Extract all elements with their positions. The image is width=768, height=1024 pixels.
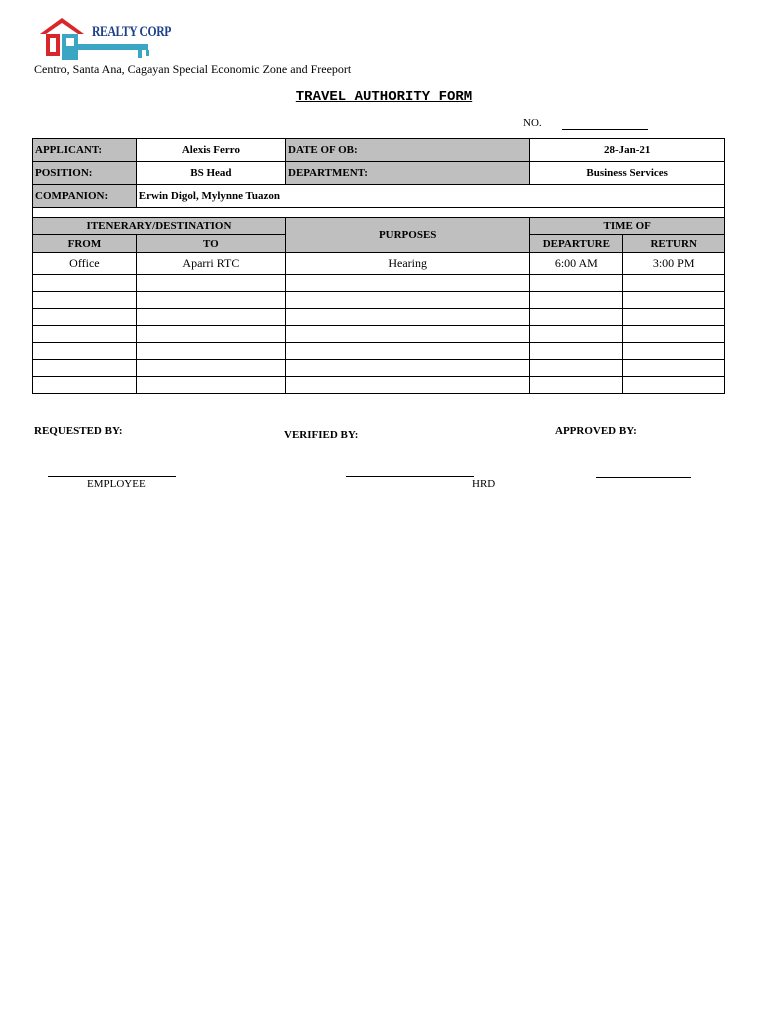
return-cell[interactable] [623,292,725,309]
applicant-row [33,139,725,162]
approver-signature-line[interactable] [596,477,691,478]
position-row [33,162,725,185]
return-cell[interactable]: 3:00 PM [623,253,725,275]
verified-by-label: VERIFIED BY: [284,429,359,441]
departure-cell[interactable]: 6:00 AM [530,253,623,275]
from-cell[interactable] [33,326,137,343]
departure-cell[interactable] [530,292,623,309]
employee-signature-line[interactable] [48,476,176,477]
to-cell[interactable]: Aparri RTC [136,253,285,275]
return-cell[interactable] [623,360,725,377]
return-header: RETURN [623,235,725,253]
departure-cell[interactable] [530,275,623,292]
purpose-cell[interactable]: Hearing [286,253,530,275]
purposes-header: PURPOSES [286,218,530,253]
from-cell[interactable] [33,275,137,292]
from-cell[interactable] [33,292,137,309]
hrd-signature-line[interactable] [346,476,474,477]
employee-label: EMPLOYEE [87,478,146,490]
company-address: Centro, Santa Ana, Cagayan Special Economic Zone and Freeport [34,62,352,76]
travel-form-table [32,138,725,394]
form-number-field[interactable] [562,129,648,130]
form-title: TRAVEL AUTHORITY FORM [295,89,473,105]
table-row [33,275,725,292]
to-cell[interactable] [136,326,285,343]
department-label: DEPARTMENT: [286,162,530,185]
to-cell[interactable] [136,360,285,377]
from-cell[interactable] [33,360,137,377]
itinerary-header-row [33,218,725,235]
table-row [33,343,725,360]
to-cell[interactable] [136,377,285,394]
purpose-cell[interactable] [286,377,530,394]
table-row [33,292,725,309]
position-value[interactable]: BS Head [136,162,285,185]
position-label: POSITION: [33,162,137,185]
departure-cell[interactable] [530,360,623,377]
purpose-cell[interactable] [286,326,530,343]
from-cell[interactable] [33,309,137,326]
to-cell[interactable] [136,292,285,309]
table-row [33,360,725,377]
departure-cell[interactable] [530,343,623,360]
table-row [33,326,725,343]
table-row [33,309,725,326]
return-cell[interactable] [623,326,725,343]
companion-label: COMPANION: [33,185,137,208]
from-cell[interactable] [33,343,137,360]
hrd-label: HRD [472,478,496,490]
departure-header: DEPARTURE [530,235,623,253]
date-of-ob-label: DATE OF OB: [286,139,530,162]
table-row [33,253,725,275]
to-cell[interactable] [136,275,285,292]
to-cell[interactable] [136,309,285,326]
purpose-cell[interactable] [286,292,530,309]
from-header: FROM [33,235,137,253]
time-of-header: TIME OF [530,218,725,235]
from-cell[interactable]: Office [33,253,137,275]
to-header: TO [136,235,285,253]
companion-row [33,185,725,208]
purpose-cell[interactable] [286,360,530,377]
applicant-value[interactable]: Alexis Ferro [136,139,285,162]
table-row [33,377,725,394]
return-cell[interactable] [623,377,725,394]
from-cell[interactable] [33,377,137,394]
form-number-label: NO. [523,117,542,129]
requested-by-label: REQUESTED BY: [34,425,123,437]
company-name: REALTY CORP [92,24,172,40]
departure-cell[interactable] [530,309,623,326]
purpose-cell[interactable] [286,309,530,326]
itinerary-header: ITENERARY/DESTINATION [33,218,286,235]
return-cell[interactable] [623,309,725,326]
return-cell[interactable] [623,275,725,292]
companion-value[interactable]: Erwin Digol, Mylynne Tuazon [136,185,724,208]
approved-by-label: APPROVED BY: [555,425,637,437]
date-of-ob-value[interactable]: 28-Jan-21 [530,139,725,162]
department-value[interactable]: Business Services [530,162,725,185]
applicant-label: APPLICANT: [33,139,137,162]
return-cell[interactable] [623,343,725,360]
purpose-cell[interactable] [286,275,530,292]
purpose-cell[interactable] [286,343,530,360]
to-cell[interactable] [136,343,285,360]
departure-cell[interactable] [530,377,623,394]
spacer-row [33,208,725,218]
departure-cell[interactable] [530,326,623,343]
